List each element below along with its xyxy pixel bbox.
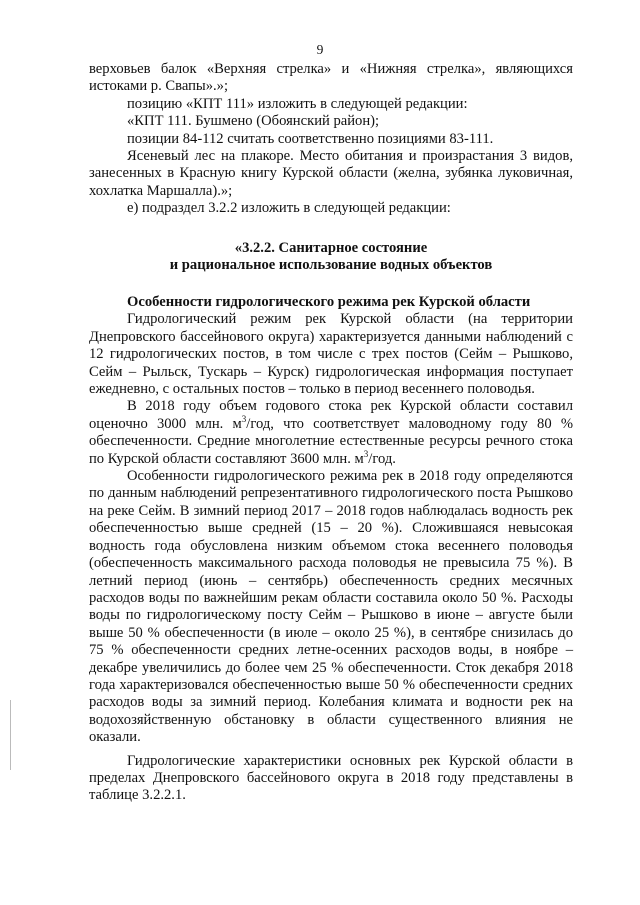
amendment-block	[89, 61, 573, 218]
ash-forest-paragraph: Ясеневый лес на плакоре. Место обитания и произрастания 3 видов, занесенных в Красную книгу Курской области (желна, зубянка луковичная, хохлатка Маршалла).»;	[89, 148, 573, 199]
paragraph-4: Гидрологические характеристики основных рек Курской области в пределах Днепровского бассейнового округа в 2018 году представлены в таблице 3.2.2.1.	[89, 752, 573, 804]
kpt-line: «КПТ 111. Бушмено (Обоянский район);	[127, 113, 380, 130]
section-title-line2: и рациональное использование водных объектов	[169, 257, 493, 274]
hydrology-body	[89, 294, 573, 805]
subheading: Особенности гидрологического режима рек Курской области	[127, 294, 531, 310]
top-paragraph: верховьев балок «Верхняя стрелка» и «Нижняя стрелка», являющихся истоками р. Свапы».»;	[89, 61, 573, 95]
paragraph-2-part-c: /год.	[368, 450, 396, 467]
paragraph-2-sup-2: 3	[363, 448, 369, 459]
section-title-line1: «3.2.2. Санитарное состояние	[234, 240, 428, 256]
paragraph-3: Особенности гидрологического режима рек в 2018 году определяются по данным наблюдений репрезентативного гидрологического поста Рышково на реке Сейм. В зимний период 2017 – 2018 годов наблюдалась водность рек обеспеченностью выше средней (15 – 20 %). Сложившаяся невысокая водность года обусловлена низким объемом стока весеннего половодья (обеспеченность максимального расхода половодья не превысила 75 %). В летний период (июнь – сентябрь) обеспеченность средних месячных расходов воды по важнейшим рекам области составила около 50 %. Расходы воды по гидрологическому посту Сейм – Рышково в июне – августе были выше 50 % обеспеченности (в июле – около 25 %), в сентябре снизилась до 75 % обеспеченности средних летне-осенних расходов воды, в ноябре – декабре увеличились до более чем 25 % обеспеченности. Сток декабря 2018 года характеризовался обеспеченностью выше 50 % обеспеченности средних расходов воды за зимний период. Колебания климата и водности рек на водохозяйственную обстановку в области существенного влияния не оказали.	[89, 468, 573, 746]
paragraph-1: Гидрологический режим рек Курской области (на территории Днепровского бассейнового округа) характеризуется данными наблюдений с 12 гидрологических постов, в том числе с трех постов (Сейм – Рышково, Сейм – Рыльск, Тускарь – Курск) гидрологическая информация поступает ежедневно, с остальных постов – только в период весеннего половодья.	[89, 311, 573, 398]
section-heading-block	[89, 240, 573, 275]
position-instruction: позицию «КПТ 111» изложить в следующей редакции:	[127, 95, 468, 112]
paragraph-2-part-b: /год, что соответствует маловодному году 80 % обеспеченности. Средние многолетние естественные ресурсы речного стока по Курской области составляют 3600 млн. м	[89, 415, 573, 467]
paragraph-2	[89, 398, 573, 468]
positions-renumber: позиции 84-112 считать соответственно позициями 83-111.	[127, 130, 494, 147]
paragraph-2-sup-1: 3	[241, 413, 247, 424]
paragraph-2-part-a: В 2018 году объем годового стока рек Курской области составил оценочно 3000 млн. м	[89, 398, 573, 432]
page-number: 9	[316, 42, 324, 57]
subsection-intro: е) подраздел 3.2.2 изложить в следующей редакции:	[127, 200, 451, 217]
scan-margin-mark	[10, 700, 11, 770]
